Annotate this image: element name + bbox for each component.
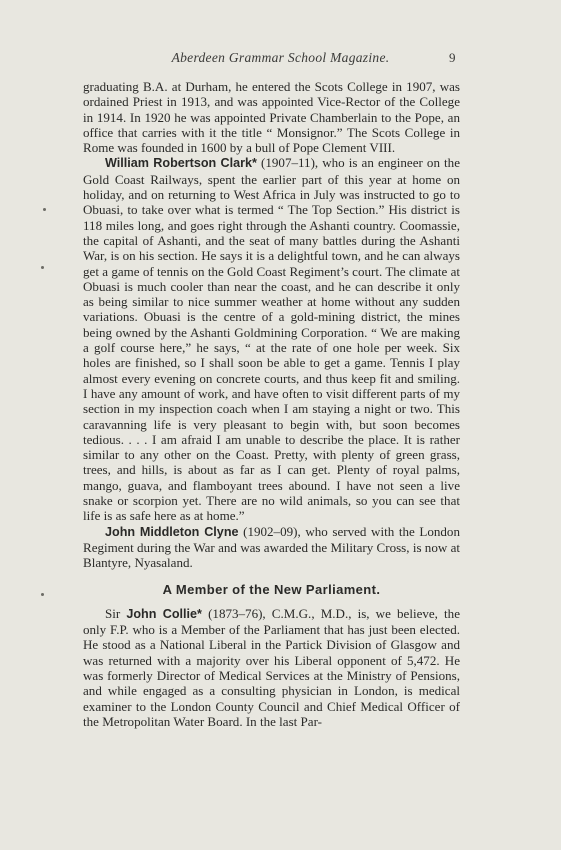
paragraph-text: (1907–11), who is an engineer on the Gold Coast Railways, spent the earlier part of this year at home on holiday, and on returning to West Africa in July was instructed to go to Obuasi, to take over what is termed “ The Top Section.” His district is 118 miles long, and goes right through the Ashanti country. Coomassie, the capital of Ashanti, and the seat of many battles during the Ashanti War, is on his section. He says it is a delightful town, and he can always get a game of tennis on the Gold Coast Regiment’s court. The climate at Obuasi is much cooler than near the coast, and he can describe it only as being similar to nice summer weather at home without any sudden variations. Obuasi is the centre of a gold-mining district, the mines being owned by the Ashanti Goldmining Corporation. “ We are making a golf course here,” he says, “ at the rate of one hole per week. Six holes are finished, so I shall soon be able to get a game. Tennis I play almost every evening on concrete courts, and thus keep fit and smiling. I have any amount of work, and have often to visit different parts of my section in my inspection coach when I am staying a night or two. This caravanning life is very pleasant to begin with, but soon becomes tedious. . . . I am afraid I am unable to describe the place. It is rather similar to any other on the Coast. Pretty, with plenty of green grass, trees, and hills, is about as far as I can get. Plenty of royal palms, mango, guava, and flamboyant trees abound. I have not seen a live snake or scorpion yet. There are no wild animals, so you can see that life is as safe here as at home.” — [83, 155, 460, 524]
person-name: John Middleton Clyne — [105, 524, 239, 539]
person-name: John Collie* — [126, 606, 202, 621]
section-heading: A Member of the New Parliament. — [162, 581, 381, 597]
margin-speck — [41, 266, 44, 269]
margin-speck — [41, 593, 44, 596]
paragraph-text: (1902–09), who served with the London Regiment during the War and was awarded the Military Cross, is now at Blantyre, Nyasaland. — [83, 523, 460, 571]
paragraph-text: (1873–76), C.M.G., M.D., is, we believe, the only F.P. who is a Member of the Parliament that has just been elected. He stood as a National Liberal in the Partick Division of Glasgow and was returned with a majority over his Liberal opponent of 5,472. He was formerly Director of Medical Services at the Ministry of Pensions, and while engaged as a consulting physician in London, is medical examiner to the London County Council and Chief Medical Officer of the Metropolitan Water Board. In the last Par- — [83, 605, 460, 729]
paragraph-scots-college: graduating B.A. at Durham, he entered the Scots College in 1907, was ordained Priest in 1913, and was appointed Vice-Rector of the College in 1914. In 1920 he was appointed Private Chamberlain to the Pope, an office that carries with it the title “ Monsignor.” The Scots College in Rome was founded in 1600 by a bull of Pope Clement VIII. — [83, 79, 460, 156]
paragraph-clyne — [83, 524, 460, 571]
running-title: Aberdeen Grammar School Magazine. — [171, 50, 390, 65]
person-name: William Robertson Clark* — [105, 156, 257, 171]
margin-speck — [43, 208, 46, 211]
article-body — [83, 79, 460, 729]
paragraph-clark — [83, 155, 460, 523]
paragraph-collie — [83, 606, 460, 729]
page-number: 9 — [449, 50, 456, 65]
name-prefix: Sir — [105, 605, 127, 621]
